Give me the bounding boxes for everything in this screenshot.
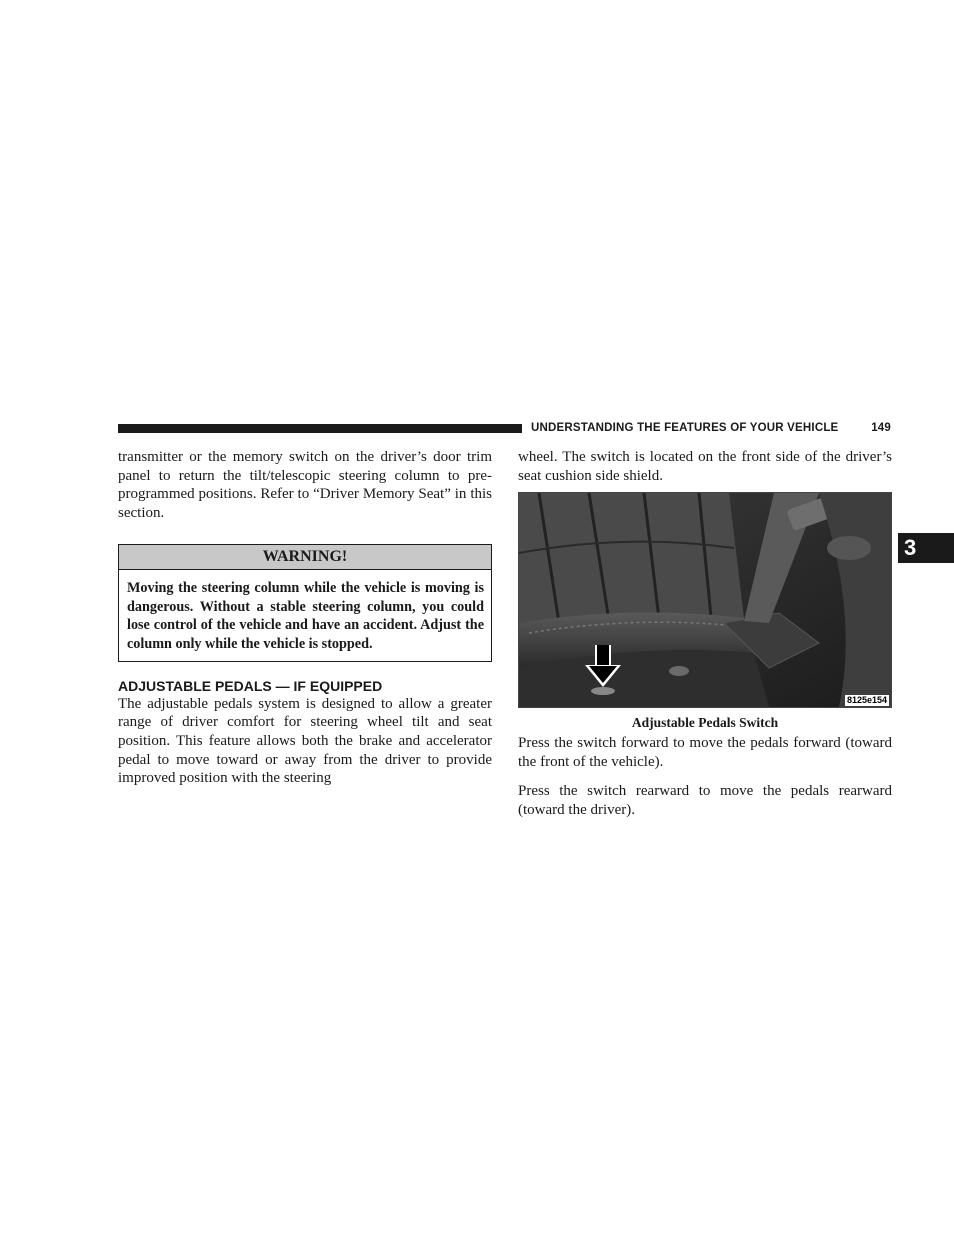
section-paragraph: The adjustable pedals system is designed to allow a greater range of driver comfort for steering wheel tilt and seat position. This feature allows both the brake and accelerator pedal to move toward or away from the driver to provide improved position with the steering bbox=[118, 695, 492, 787]
chapter-tab: 3 bbox=[898, 533, 954, 563]
left-column bbox=[118, 448, 492, 788]
seat-figure bbox=[518, 492, 892, 708]
section-heading: ADJUSTABLE PEDALS — IF EQUIPPED bbox=[118, 677, 383, 694]
header-rule bbox=[118, 424, 522, 433]
figure-caption: Adjustable Pedals Switch bbox=[631, 715, 779, 731]
intro-paragraph: transmitter or the memory switch on the driver’s door trim panel to return the tilt/telescopic steering column to pre-programmed positions. Refer to “Driver Memory Seat” in this section. bbox=[118, 449, 492, 522]
continuation-paragraph: wheel. The switch is located on the front side of the driver’s seat cushion side shield. bbox=[518, 449, 892, 484]
seat-illustration bbox=[519, 493, 891, 707]
paragraph-rearward: Press the switch rearward to move the pedals rearward (toward the driver). bbox=[518, 782, 892, 818]
header-title: UNDERSTANDING THE FEATURES OF YOUR VEHICLE bbox=[531, 422, 839, 434]
figure-code: 8125e154 bbox=[846, 695, 887, 706]
warning-body: Moving the steering column while the vehicle is moving is dangerous. Without a stable steering column, you could lose control of the vehicle and have an accident. Adjust the column only while the vehicle is stopped. bbox=[127, 579, 484, 652]
paragraph-forward: Press the switch forward to move the pedals forward (toward the front of the vehicle). bbox=[518, 735, 892, 771]
running-header bbox=[531, 420, 891, 436]
warning-title: WARNING! bbox=[119, 545, 491, 570]
page-number: 149 bbox=[871, 422, 891, 434]
right-column bbox=[518, 448, 892, 819]
warning-box bbox=[118, 544, 492, 662]
